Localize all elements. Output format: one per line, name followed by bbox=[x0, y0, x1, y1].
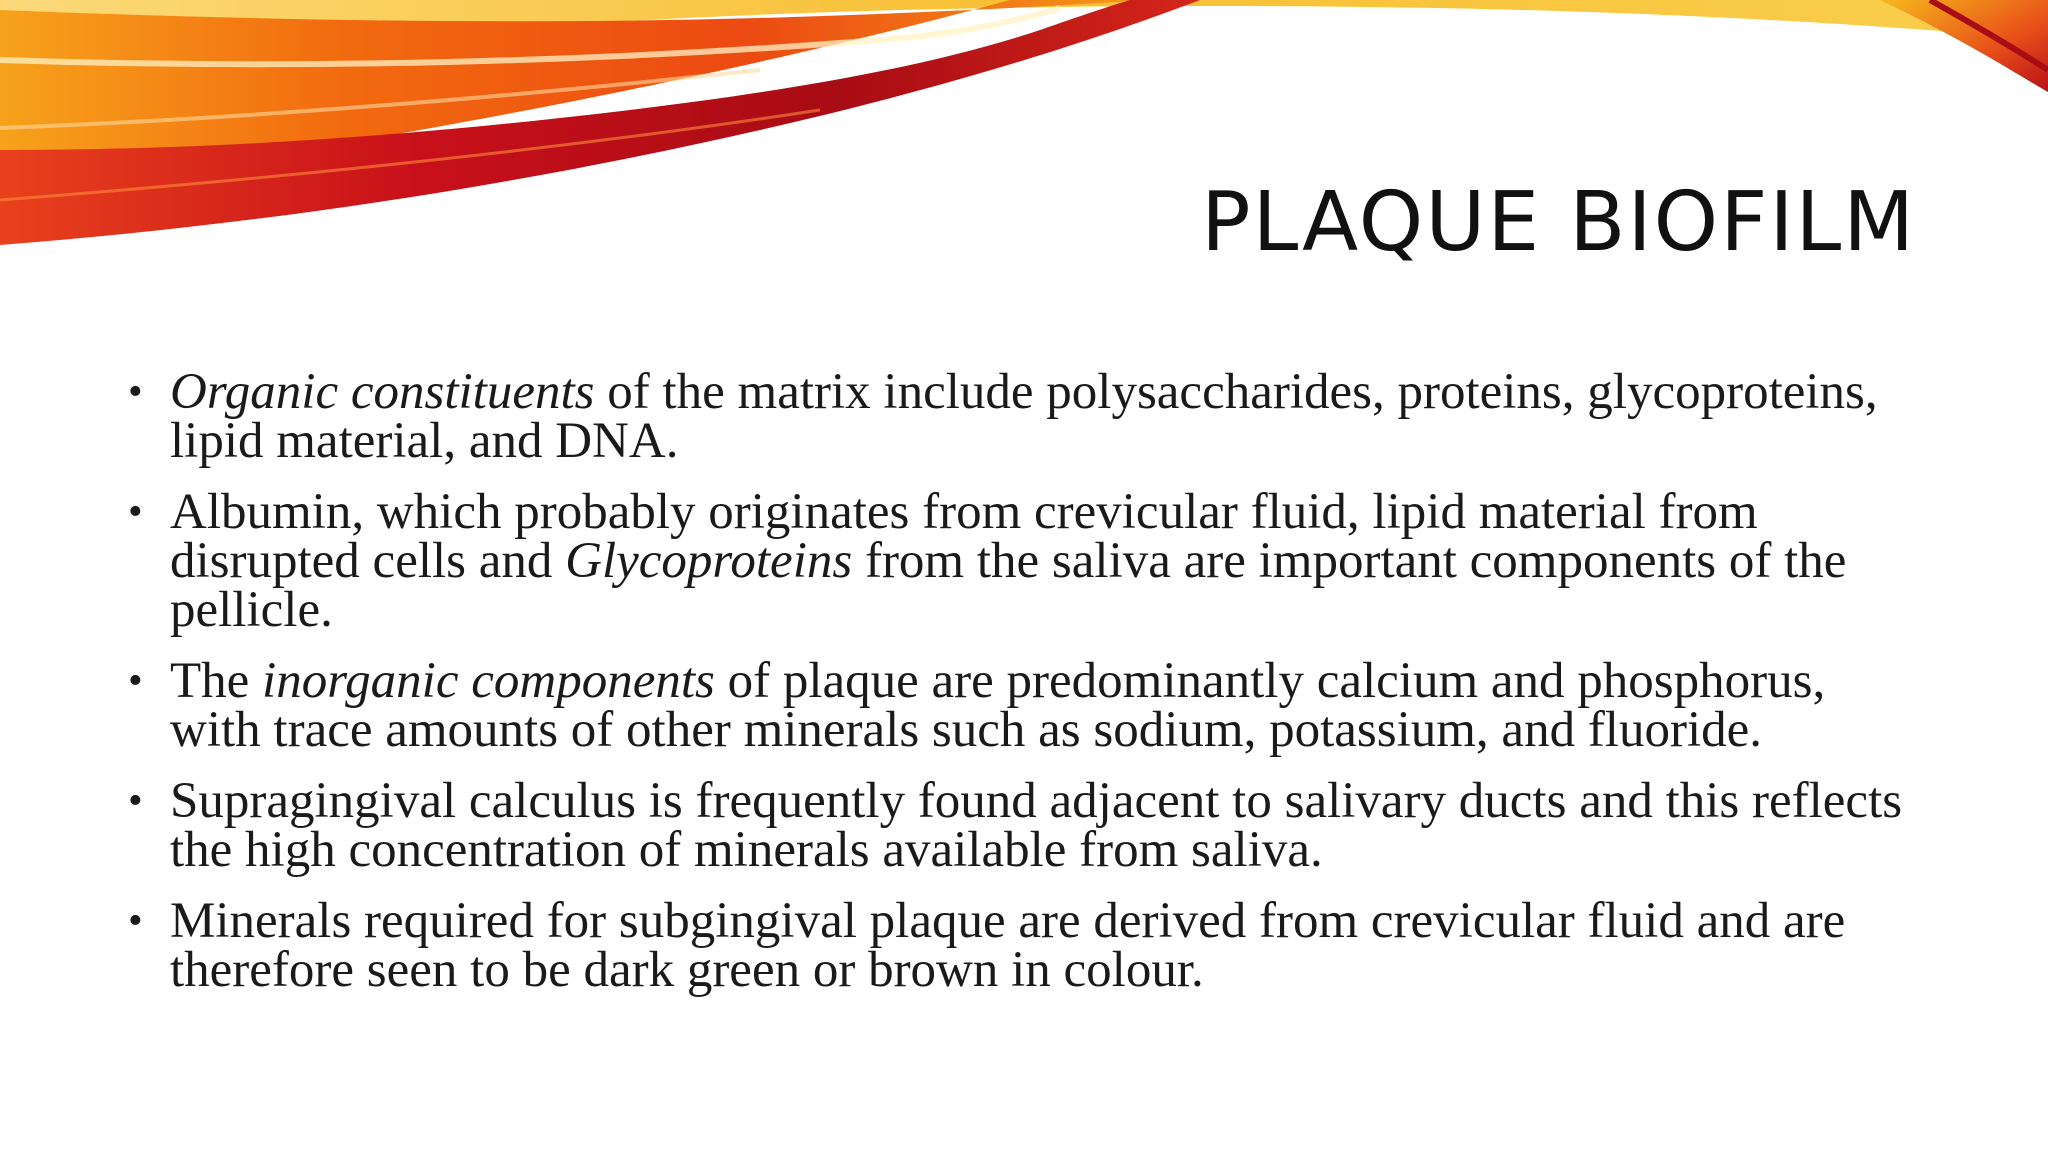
bullet-text: Organic constituents of the matrix include polysaccharides, proteins, glycoproteins, lipid material, and DNA. bbox=[170, 364, 1878, 469]
bullet-icon: • bbox=[128, 778, 143, 824]
bullet-text: The inorganic components of plaque are predominantly calcium and phosphorus, with trace amounts of other minerals such as sodium, potassium, and fluoride. bbox=[170, 653, 1826, 758]
bullet-icon: • bbox=[128, 369, 143, 415]
bullet-icon: • bbox=[128, 489, 143, 535]
bullet-icon: • bbox=[128, 898, 143, 944]
bullet-text: Minerals required for subgingival plaque are derived from crevicular fluid and are therefore seen to be dark green or brown in colour. bbox=[170, 893, 1846, 998]
list-item bbox=[128, 893, 1928, 998]
slide-title: PLAQUE BIOFILM bbox=[1201, 175, 1916, 270]
bullet-text: Albumin, which probably originates from crevicular fluid, lipid material from disrupted cells and Glycoproteins from the saliva are important components of the pellicle. bbox=[170, 484, 1847, 638]
list-item bbox=[128, 364, 1928, 469]
bullet-list bbox=[128, 364, 1928, 1017]
bullet-text: Supragingival calculus is frequently found adjacent to salivary ducts and this reflects the high concentration of minerals available from saliva. bbox=[170, 773, 1903, 878]
list-item bbox=[128, 484, 1928, 638]
bullet-icon: • bbox=[128, 658, 143, 704]
list-item bbox=[128, 653, 1928, 758]
list-item bbox=[128, 773, 1928, 878]
